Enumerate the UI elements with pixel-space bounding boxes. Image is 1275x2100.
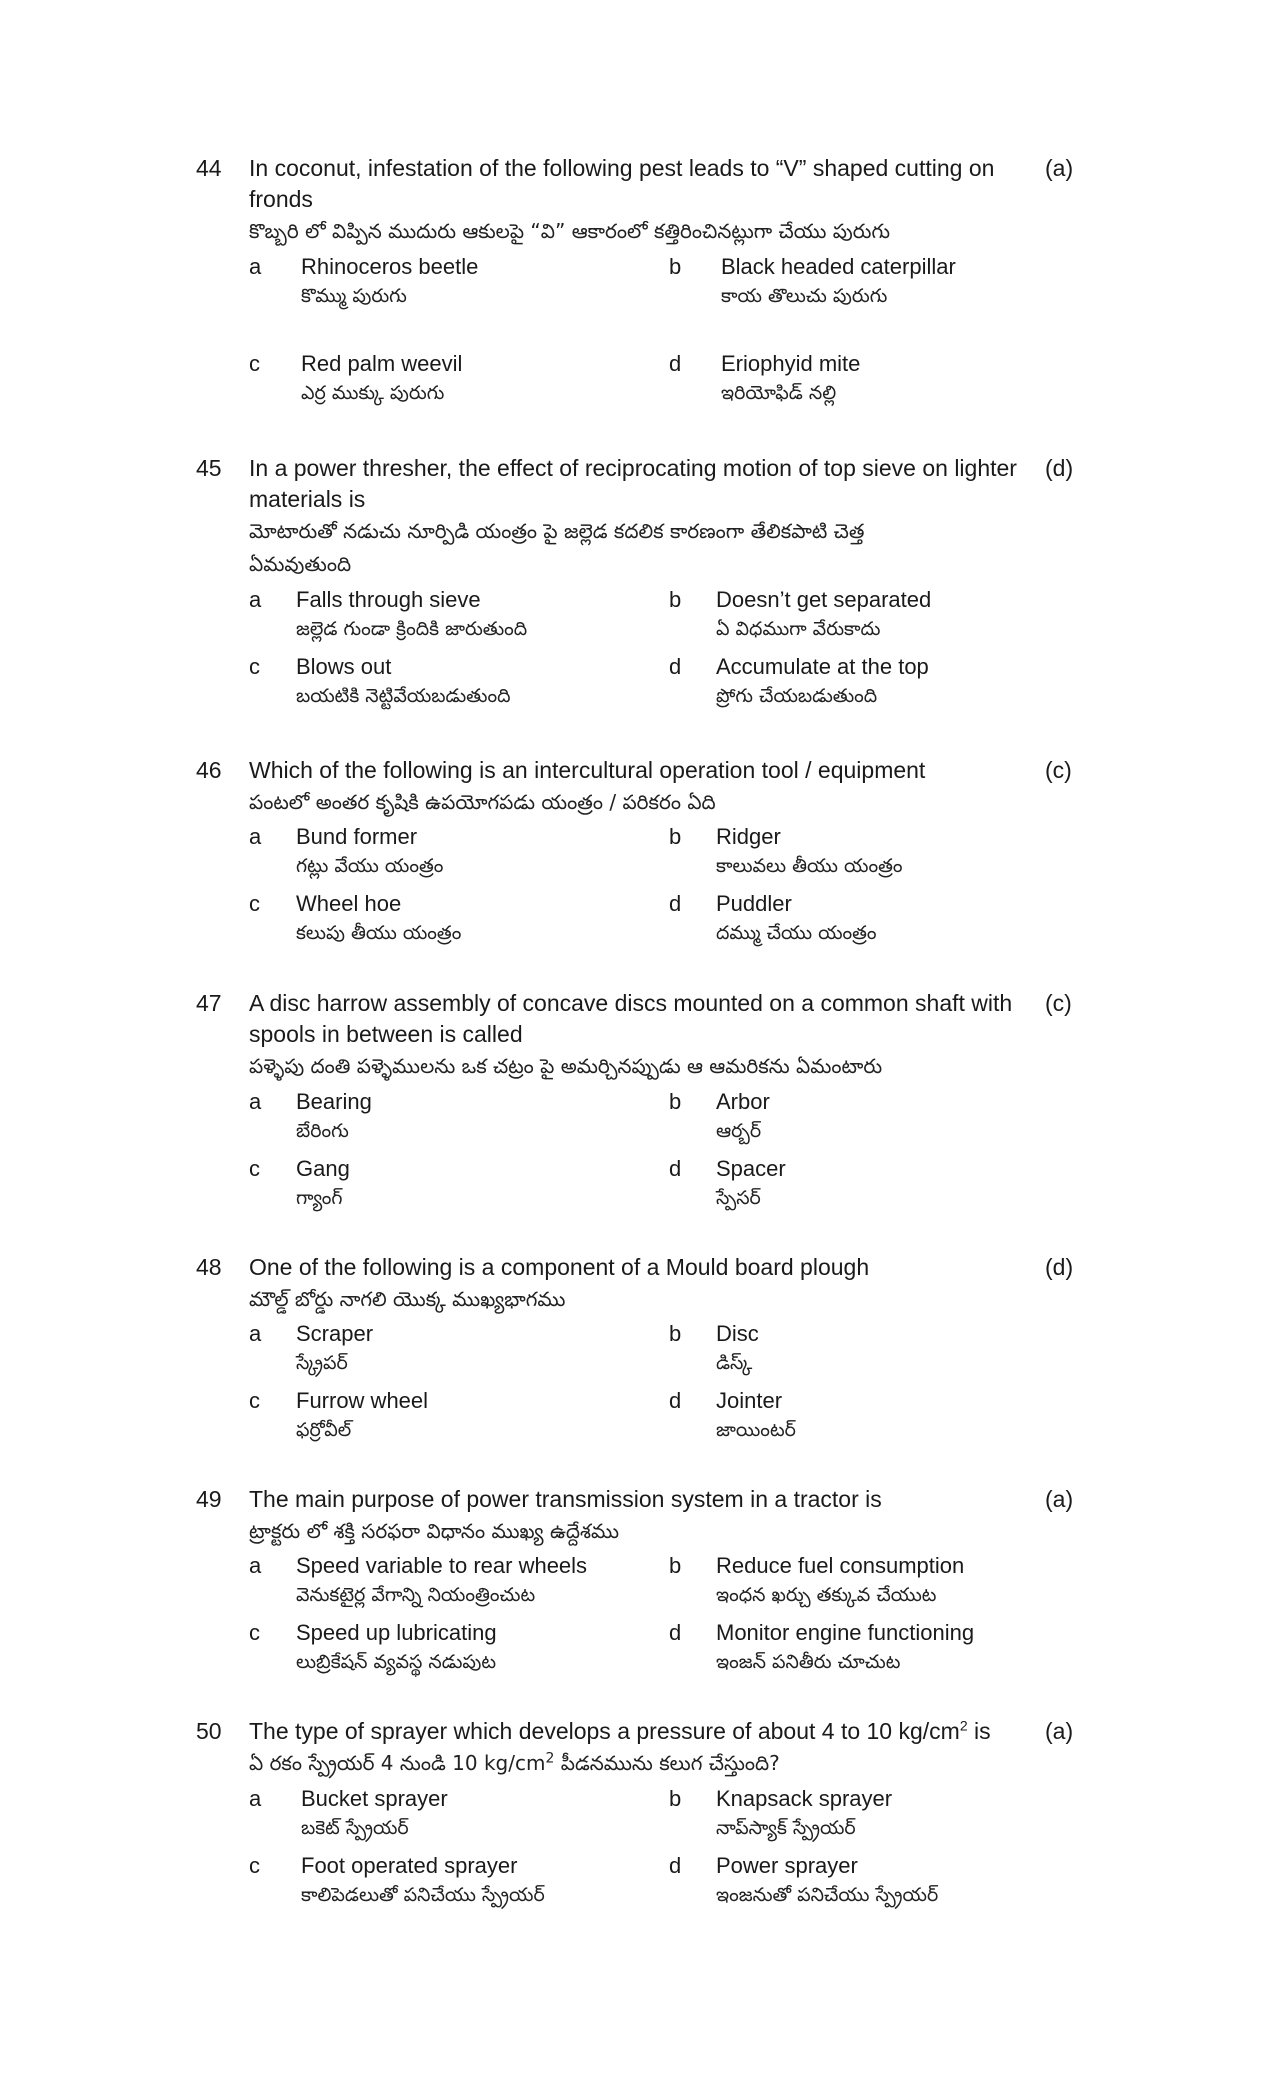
option-text-english: Furrow wheel xyxy=(296,1388,429,1413)
option-letter: c xyxy=(249,351,260,376)
option-text-telugu: ఇరియోఫిడ్ నల్లి xyxy=(721,382,837,404)
question-number: 46 xyxy=(196,757,222,783)
question-text-telugu: మోటారుతో నడుచు నూర్పిడి యంత్రం పై జల్లెడ కదలిక కారణంగా తేలికపాటి చెత్త ఏమవుతుంది xyxy=(249,519,865,576)
option-text-english: Speed up lubricating xyxy=(296,1620,497,1645)
option-text-english: Scraper xyxy=(296,1321,374,1346)
option-text-english: Accumulate at the top xyxy=(716,654,929,679)
option-text-english: Speed variable to rear wheels xyxy=(296,1553,588,1578)
question-text xyxy=(249,988,1029,1083)
option-text-telugu: స్క్రేపర్ xyxy=(296,1352,348,1374)
option-letter: d xyxy=(669,1156,682,1181)
option-text-telugu: కాయ తొలుచు పురుగు xyxy=(721,285,888,307)
option-text-telugu: ఇంధన ఖర్చు తక్కువ చేయుట xyxy=(716,1584,937,1606)
option-letter: b xyxy=(669,1786,682,1811)
question-number: 50 xyxy=(196,1718,222,1744)
question-text xyxy=(249,1716,1029,1780)
question-text-english: The main purpose of power transmission system in a tractor is xyxy=(249,1486,882,1512)
option-text-english: Bucket sprayer xyxy=(301,1786,448,1811)
option-text-telugu: కలుపు తీయు యంత్రం xyxy=(296,922,462,944)
option-letter: d xyxy=(669,654,682,679)
option-text-telugu: గట్లు వేయు యంత్రం xyxy=(296,855,444,877)
option-text-telugu: జల్లెడ గుండా క్రిందికి జారుతుంది xyxy=(296,618,528,640)
option-text-english: Bund former xyxy=(296,824,418,849)
option-text-english: Puddler xyxy=(716,891,792,916)
question-text-telugu: ట్రాక్టరు లో శక్తి సరఫరా విధానం ముఖ్య ఉద్దేశము xyxy=(249,1519,620,1543)
question-number: 48 xyxy=(196,1254,222,1280)
superscript-2: 2 xyxy=(545,1750,555,1767)
option-letter: c xyxy=(249,1853,260,1878)
option-letter: d xyxy=(669,891,682,916)
option-letter: a xyxy=(249,1786,262,1811)
option-text-english: Arbor xyxy=(716,1089,770,1114)
option-letter: d xyxy=(669,1853,682,1878)
option-text-telugu: బకెట్ స్ప్రేయర్ xyxy=(301,1817,409,1839)
option-text-english: Reduce fuel consumption xyxy=(716,1553,965,1578)
option-letter: c xyxy=(249,1388,260,1413)
option-text-english: Wheel hoe xyxy=(296,891,402,916)
option-text-telugu: ఏ విధముగా వేరుకాదు xyxy=(716,618,881,640)
option-text-telugu: నాప్‌స్యాక్ స్ప్రేయర్ xyxy=(716,1817,856,1839)
option-text-telugu: కొమ్ము పురుగు xyxy=(301,285,407,307)
option-text-english: Blows out xyxy=(296,654,392,679)
answer-key: (a) xyxy=(1045,1718,1074,1744)
option-letter: d xyxy=(669,351,682,376)
option-letter: d xyxy=(669,1620,682,1645)
option-letter: c xyxy=(249,891,260,916)
answer-key: (a) xyxy=(1045,1486,1074,1512)
question-text-telugu: పళ్ళెపు దంతి పళ్ళెములను ఒక చట్రం పై అమర్చినప్పుడు ఆ ఆమరికను ఏమంటారు xyxy=(249,1054,883,1078)
option-text-english: Gang xyxy=(296,1156,350,1181)
option-text-telugu: లుబ్రికేషన్ వ్యవస్థ నడుపుట xyxy=(296,1651,497,1673)
option-letter: b xyxy=(669,824,682,849)
question-text xyxy=(249,1252,1029,1316)
question-text-telugu-part: ఏ రకం స్ప్రేయర్ 4 నుండి 10 kg/cm xyxy=(249,1751,546,1775)
question-number: 45 xyxy=(196,455,222,481)
question-text-english-part: is xyxy=(967,1718,991,1744)
question-text-telugu: కొబ్బరి లో విప్పిన ముదురు ఆకులపై “వి” ఆకారంలో కత్తిరించినట్లుగా చేయు పురుగు xyxy=(249,219,891,243)
option-text-english: Black headed caterpillar xyxy=(721,254,956,279)
option-letter: a xyxy=(249,1321,262,1346)
superscript-2: 2 xyxy=(959,1717,968,1734)
option-letter: b xyxy=(669,254,682,279)
question-text xyxy=(249,153,1029,248)
option-text-english: Power sprayer xyxy=(716,1853,858,1878)
option-text-telugu: ఇంజన్ పనితీరు చూచుట xyxy=(716,1651,901,1673)
option-letter: c xyxy=(249,654,260,679)
question-text-telugu: పంటలో అంతర కృషికి ఉపయోగపడు యంత్రం / పరికరం ఏది xyxy=(249,790,716,814)
answer-key: (d) xyxy=(1045,1254,1074,1280)
answer-key: (c) xyxy=(1045,990,1072,1016)
option-text-telugu: బయటికి నెట్టివేయబడుతుంది xyxy=(296,685,511,707)
option-letter: b xyxy=(669,1089,682,1114)
answer-key: (c) xyxy=(1045,757,1072,783)
question-number: 49 xyxy=(196,1486,222,1512)
option-text-telugu: వెనుకటైర్ల వేగాన్ని నియంత్రించుట xyxy=(296,1584,536,1606)
option-letter: b xyxy=(669,587,682,612)
option-text-english: Ridger xyxy=(716,824,781,849)
option-text-english: Foot operated sprayer xyxy=(301,1853,518,1878)
option-text-telugu: ప్రోగు చేయబడుతుంది xyxy=(716,685,878,707)
question-text-telugu-part: పీడనమును కలుగ చేస్తుంది? xyxy=(554,1751,780,1775)
option-letter: b xyxy=(669,1321,682,1346)
option-text-english: Eriophyid mite xyxy=(721,351,861,376)
option-text-telugu: గ్యాంగ్ xyxy=(296,1187,343,1209)
question-text-english-part: The type of sprayer which develops a pressure of about 4 to 10 kg/cm xyxy=(249,1718,960,1744)
option-text-english: Knapsack sprayer xyxy=(716,1786,893,1811)
option-text-telugu: ఆర్బర్ xyxy=(716,1120,762,1142)
question-text-english: In coconut, infestation of the following pest leads to “V” shaped cutting on fronds xyxy=(249,155,995,212)
option-text-english: Falls through sieve xyxy=(296,587,481,612)
option-letter: a xyxy=(249,1553,262,1578)
question-text-telugu xyxy=(249,1747,1029,1780)
question-text-english: One of the following is a component of a Mould board plough xyxy=(249,1254,870,1280)
option-text-telugu: బేరింగు xyxy=(296,1120,349,1142)
question-text xyxy=(249,1484,1029,1548)
question-text xyxy=(249,755,1029,819)
question-text-english: In a power thresher, the effect of reciprocating motion of top sieve on lighter materials is xyxy=(249,455,1017,512)
option-text-telugu: ఫర్రోవీల్ xyxy=(296,1419,352,1441)
answer-key: (a) xyxy=(1045,155,1074,181)
option-text-english: Spacer xyxy=(716,1156,786,1181)
question-text-english: A disc harrow assembly of concave discs mounted on a common shaft with spools in between is called xyxy=(249,990,1013,1047)
option-text-telugu: స్పేసర్ xyxy=(716,1187,761,1209)
option-text-telugu: కాలువలు తీయు యంత్రం xyxy=(716,855,903,877)
question-number: 44 xyxy=(196,155,222,181)
option-text-telugu: జాయింటర్ xyxy=(716,1419,796,1441)
option-text-telugu: ఎర్ర ముక్కు పురుగు xyxy=(301,382,445,404)
question-text xyxy=(249,453,1029,581)
answer-key: (d) xyxy=(1045,455,1074,481)
question-text-english: Which of the following is an intercultural operation tool / equipment xyxy=(249,757,926,783)
option-letter: c xyxy=(249,1620,260,1645)
question-text-english xyxy=(249,1718,991,1744)
option-text-telugu: డిస్క్ xyxy=(716,1352,753,1374)
question-text-telugu: మౌల్డ్ బోర్డు నాగలి యొక్క ముఖ్యభాగము xyxy=(249,1287,566,1311)
option-letter: a xyxy=(249,1089,262,1114)
option-letter: a xyxy=(249,254,262,279)
option-text-telugu: ఇంజనుతో పనిచేయు స్ప్రేయర్ xyxy=(716,1884,939,1906)
question-number: 47 xyxy=(196,990,222,1016)
option-letter: c xyxy=(249,1156,260,1181)
option-text-english: Rhinoceros beetle xyxy=(301,254,479,279)
option-letter: d xyxy=(669,1388,682,1413)
option-text-english: Doesn’t get separated xyxy=(716,587,932,612)
option-text-english: Monitor engine functioning xyxy=(716,1620,975,1645)
option-text-english: Red palm weevil xyxy=(301,351,463,376)
option-text-telugu: దమ్ము చేయు యంత్రం xyxy=(716,922,877,944)
option-text-telugu: కాలిపెడలుతో పనిచేయు స్ప్రేయర్ xyxy=(301,1884,545,1906)
option-letter: a xyxy=(249,587,262,612)
option-text-english: Disc xyxy=(716,1321,759,1346)
option-text-english: Bearing xyxy=(296,1089,372,1114)
option-letter: b xyxy=(669,1553,682,1578)
option-text-english: Jointer xyxy=(716,1388,783,1413)
option-letter: a xyxy=(249,824,262,849)
